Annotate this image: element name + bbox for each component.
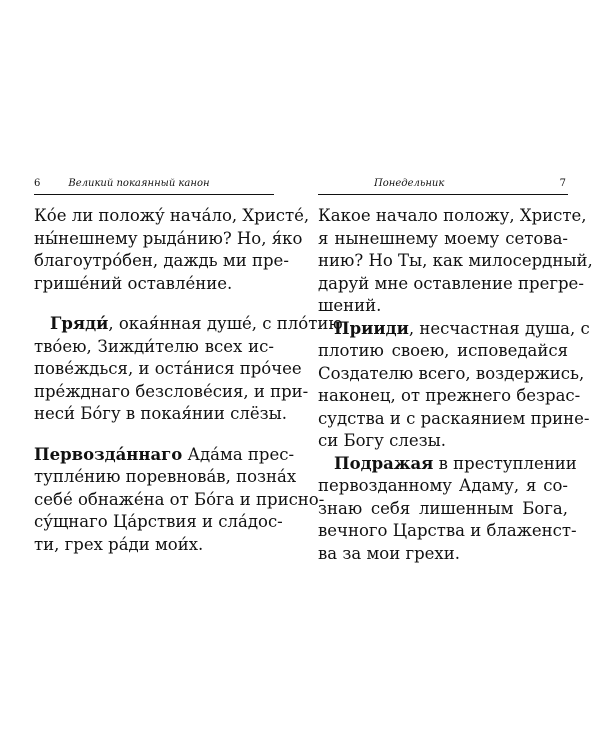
stanza-first-line <box>34 313 343 336</box>
left-running-title: Великий покаянный канон <box>68 178 210 189</box>
text-line: су́щнаго Ца́рствия и сла́дос- <box>34 512 283 531</box>
right-page-text <box>318 205 593 565</box>
text-line: даруй мне оставление прегре- <box>318 273 584 293</box>
left-page <box>34 178 343 574</box>
left-stanza-2 <box>34 313 343 426</box>
text-line: знаю себя лишенным Бога, <box>318 498 568 518</box>
left-stanza-1 <box>34 205 310 295</box>
text-line: наконец, от прежнего безрас- <box>318 386 581 405</box>
stanza-initial-word: Первозда́ннаго <box>34 444 183 464</box>
stanza-initial-word: Гряди́ <box>50 314 109 333</box>
text-line: я нынешнему моему сетова- <box>318 228 568 248</box>
left-stanza-3 <box>34 444 325 557</box>
right-running-title: Понедельник <box>374 178 445 189</box>
text-line: судства и с раскаянием прине- <box>318 408 590 428</box>
text-line: тво́ею, Зижди́телю всех ис- <box>34 336 274 356</box>
text-run: , несчастная душа, с <box>408 318 590 338</box>
text-run: , окая́нная душе́, с пло́тию <box>108 314 343 333</box>
text-line: Создателю всего, воздержись, <box>318 363 585 383</box>
right-stanza-3 <box>318 453 577 566</box>
text-line: нию? Но Ты, как милосердный, <box>318 251 593 270</box>
text-line: ва за мои грехи. <box>318 543 460 563</box>
text-line: грише́ний оставле́ние. <box>34 273 233 293</box>
text-line: неси́ Бо́гу в покая́нии слёзы. <box>34 404 288 423</box>
text-line: благоутро́бен, даждь ми пре- <box>34 251 289 270</box>
text-line: пре́жднаго безслове́сия, и при- <box>34 381 309 401</box>
stanza-first-line <box>318 318 590 341</box>
text-line: первозданному Адаму, я со- <box>318 476 568 495</box>
text-line: вечного Царства и блаженст- <box>318 521 577 540</box>
text-line: пове́ждься, и оста́нися про́чее <box>34 359 302 378</box>
text-run: в преступлении <box>433 453 577 473</box>
stanza-first-line <box>34 444 295 467</box>
text-line: шений. <box>318 296 382 315</box>
text-line: плотию своею, исповедайся <box>318 341 568 360</box>
text-line: Ко́е ли положу́ нача́ло, Христе́, <box>34 206 310 225</box>
text-line: Какое начало положу, Христе, <box>318 206 587 225</box>
right-page-header <box>318 178 568 195</box>
text-line: себе́ обнаже́на от Бо́га и присно- <box>34 489 325 509</box>
text-run: Ада́ма прес- <box>182 444 295 464</box>
stanza-initial-word: Прииди <box>334 318 409 338</box>
right-stanza-2 <box>318 318 590 453</box>
text-line: си Богу слезы. <box>318 431 447 450</box>
right-stanza-1 <box>318 205 593 318</box>
right-page-number: 7 <box>559 178 566 189</box>
left-page-number: 6 <box>34 178 41 189</box>
left-page-header <box>34 178 274 195</box>
right-page <box>318 178 593 565</box>
stanza-initial-word: Подражая <box>334 453 434 473</box>
left-page-text <box>34 205 343 556</box>
text-line: тупле́нию поревнова́в, позна́х <box>34 467 297 486</box>
stanza-first-line <box>318 453 577 476</box>
text-line: ти, грех ра́ди мои́х. <box>34 534 204 554</box>
text-line: ны́нешнему рыда́нию? Но, я́ко <box>34 228 303 248</box>
